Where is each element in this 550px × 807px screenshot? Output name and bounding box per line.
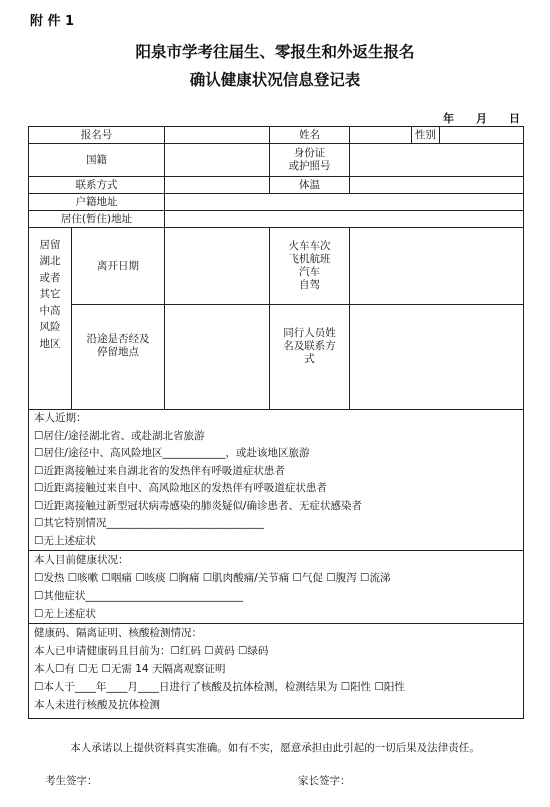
reg-no-field[interactable]	[165, 127, 270, 144]
transport-line: 自驾	[299, 279, 320, 291]
stay-region-line: 居留	[39, 238, 61, 251]
registration-table	[28, 126, 524, 719]
gender-field[interactable]	[440, 127, 524, 144]
recent-option[interactable]: ☐近距离接触过新型冠状病毒感染的肺炎疑似/确诊患者、无症状感染者	[34, 499, 362, 512]
health-other-option[interactable]: ☐其他症状______________________________	[34, 590, 243, 602]
no-test-option[interactable]: 本人未进行核酸及抗体检测	[34, 699, 160, 711]
residence-field[interactable]	[165, 211, 524, 228]
health-section	[29, 551, 524, 624]
leave-date-field[interactable]	[165, 228, 270, 305]
name-label: 姓名	[270, 127, 350, 144]
health-code-section	[29, 624, 524, 719]
recent-option[interactable]: ☐近距离接触过来自湖北省的发热伴有呼吸道症状患者	[34, 464, 285, 477]
route-line2: 停留地点	[97, 346, 139, 358]
date-day: 日	[509, 112, 520, 125]
leave-date-label: 离开日期	[72, 228, 165, 305]
name-field[interactable]	[350, 127, 412, 144]
recent-option[interactable]: ☐其它特别情况______________________________	[34, 517, 264, 529]
stay-region-line: 地区	[39, 337, 61, 350]
stay-region-line: 风险	[39, 321, 61, 334]
form-title-line1: 阳泉市学考往届生、零报生和外返生报名	[135, 43, 415, 61]
stay-region-label	[29, 228, 72, 410]
contact-label: 联系方式	[29, 177, 165, 194]
temperature-label: 体温	[270, 177, 350, 194]
residence-label: 居住(暂住)地址	[29, 211, 165, 228]
id-field[interactable]	[350, 144, 524, 177]
route-line1: 沿途是否经及	[86, 333, 150, 345]
gender-label: 性别	[412, 127, 440, 144]
recent-section	[29, 410, 524, 551]
health-none-option[interactable]: ☐无上述症状	[34, 608, 96, 620]
transport-line: 飞机航班	[288, 253, 331, 265]
route-label	[72, 305, 165, 410]
transport-field[interactable]	[350, 228, 524, 305]
id-label-line1: 身份证	[293, 147, 326, 159]
health-heading: 本人目前健康状况：	[34, 554, 129, 566]
transport-line: 火车车次	[288, 240, 331, 252]
nationality-field[interactable]	[165, 144, 270, 177]
temperature-field[interactable]	[350, 177, 524, 194]
date-line	[443, 110, 520, 126]
stay-region-line: 湖北	[39, 255, 61, 268]
transport-label	[270, 228, 350, 305]
nationality-label: 国籍	[29, 144, 165, 177]
test-result-option[interactable]: ☐本人于____年____月____日进行了核酸及抗体检测，检测结果为 ☐阳性 ☐阳性	[34, 681, 405, 693]
attachment-label: 附 件 1	[30, 14, 75, 29]
companion-line: 式	[304, 352, 315, 365]
household-label: 户籍地址	[29, 194, 165, 211]
companion-field[interactable]	[350, 305, 524, 410]
health-code-heading: 健康码、隔离证明、核酸检测情况：	[34, 627, 202, 639]
reg-no-label: 报名号	[29, 127, 165, 144]
companion-line: 同行人员姓	[283, 326, 336, 339]
stay-region-line: 或者	[39, 271, 61, 284]
transport-line: 汽车	[299, 266, 320, 278]
health-code-option[interactable]: 本人已申请健康码且目前为：☐红码 ☐黄码 ☐绿码	[34, 645, 269, 657]
recent-option[interactable]: ☐居住/途径湖北省、或赴湖北省旅游	[34, 429, 205, 442]
date-year: 年	[443, 112, 454, 125]
id-label	[270, 144, 350, 177]
promise-statement: 本人承诺以上提供资料真实准确。如有不实，愿意承担由此引起的一切后果及法律责任。	[70, 742, 480, 754]
parent-signature-label: 家长签字：	[298, 775, 351, 787]
student-signature-label: 考生签字：	[45, 775, 98, 787]
companion-line: 名及联系方	[283, 339, 336, 352]
date-month: 月	[476, 112, 487, 125]
recent-heading: 本人近期：	[34, 412, 87, 424]
contact-field[interactable]	[165, 177, 270, 194]
recent-option[interactable]: ☐无上述症状	[34, 534, 96, 547]
quarantine-option[interactable]: 本人☐有 ☐无 ☐无需 14 天隔离观察证明	[34, 663, 226, 675]
form-title-line2: 确认健康状况信息登记表	[189, 71, 361, 89]
stay-region-line: 中高	[39, 304, 61, 317]
id-label-line2: 或护照号	[288, 160, 331, 172]
companion-label	[270, 305, 350, 410]
health-symptom-options[interactable]: ☐发热 ☐咳嗽 ☐咽痛 ☐咳痰 ☐胸痛 ☐肌肉酸痛/关节痛 ☐气促 ☐腹泻 ☐流涕	[34, 572, 391, 584]
recent-option[interactable]: ☐居住/途径中、高风险地区____________，或赴该地区旅游	[34, 447, 310, 459]
household-field[interactable]	[165, 194, 524, 211]
recent-option[interactable]: ☐近距离接触过来自中、高风险地区的发热伴有呼吸道症状患者	[34, 482, 327, 494]
route-field[interactable]	[165, 305, 270, 410]
stay-region-line: 其它	[39, 288, 61, 301]
